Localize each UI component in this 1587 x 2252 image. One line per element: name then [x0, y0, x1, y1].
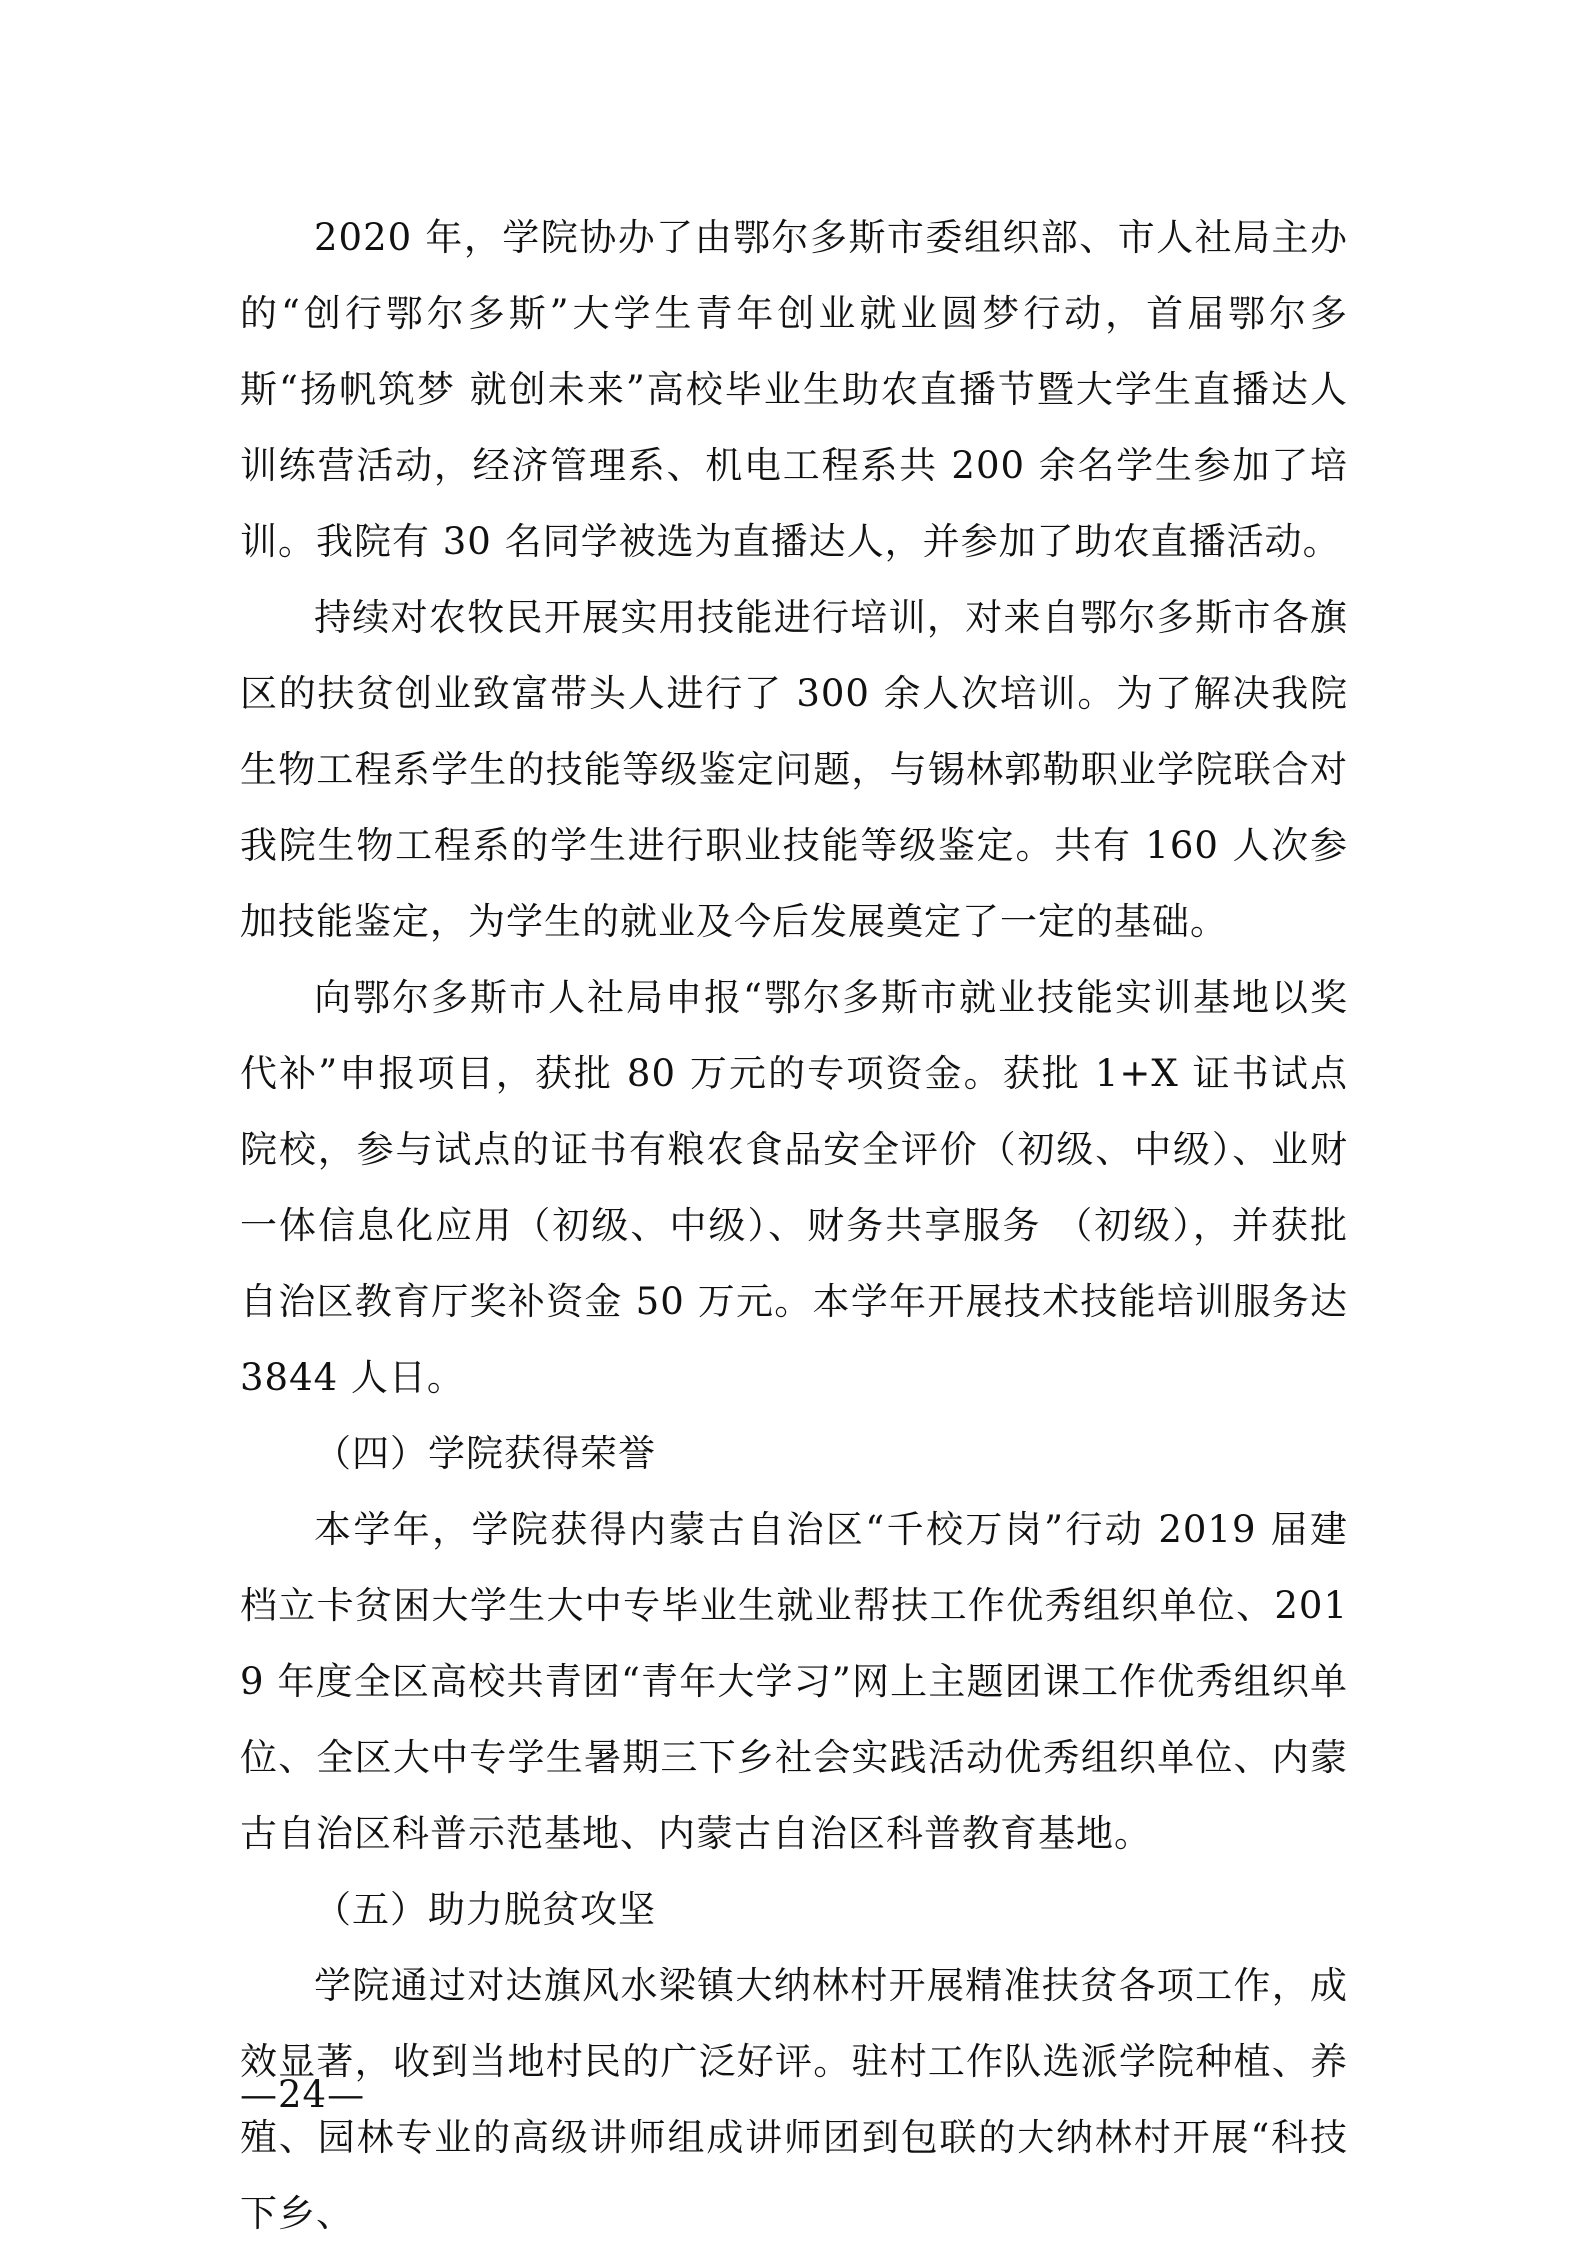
paragraph-honors: 本学年，学院获得内蒙古自治区“千校万岗”行动 2019 届建档立卡贫困大学生大中专毕业生就业帮扶工作优秀组织单位、2019 年度全区高校共青团“青年大学习”网上主题团课工作优秀组织单位、全区大中专学生暑期三下乡社会实践活动优秀组织单位、内蒙古自治区科普示范基地、内蒙古自治区科普教育基地。: [240, 1508, 1348, 1855]
document-body: [240, 200, 1348, 2252]
paragraph-live-stream-training: 2020 年，学院协办了由鄂尔多斯市委组织部、市人社局主办的“创行鄂尔多斯”大学生青年创业就业圆梦行动，首届鄂尔多斯“扬帆筑梦 就创未来”高校毕业生助农直播节暨大学生直播达人训练营活动，经济管理系、机电工程系共 200 余名学生参加了培训。我院有 30 名同学被选为直播达人，并参加了助农直播活动。: [240, 216, 1348, 563]
paragraph-poverty-alleviation: 学院通过对达旗风水梁镇大纳林村开展精准扶贫各项工作，成效显著，收到当地村民的广泛好评。驻村工作队选派学院种植、养殖、园林专业的高级讲师组成讲师团到包联的大纳林村开展“科技下乡、: [240, 1964, 1348, 2235]
page-number: —24—: [240, 2073, 366, 2116]
section-heading-honors: （四）学院获得荣誉: [314, 1432, 656, 1475]
paragraph-skills-training: 持续对农牧民开展实用技能进行培训，对来自鄂尔多斯市各旗区的扶贫创业致富带头人进行了 300 余人次培训。为了解决我院生物工程系学生的技能等级鉴定问题，与锡林郭勒职业学院联合对我院生物工程系的学生进行职业技能等级鉴定。共有 160 人次参加技能鉴定，为学生的就业及今后发展奠定了一定的基础。: [240, 596, 1348, 943]
section-heading-poverty-alleviation: （五）助力脱贫攻坚: [314, 1888, 656, 1931]
paragraph-funding-projects: 向鄂尔多斯市人社局申报“鄂尔多斯市就业技能实训基地以奖代补”申报项目，获批 80 万元的专项资金。获批 1+X 证书试点院校，参与试点的证书有粮农食品安全评价（初级、中级）、业财一体信息化应用（初级、中级）、财务共享服务 （初级），并获批自治区教育厅奖补资金 50 万元。本学年开展技术技能培训服务达 3844 人日。: [240, 976, 1348, 1399]
